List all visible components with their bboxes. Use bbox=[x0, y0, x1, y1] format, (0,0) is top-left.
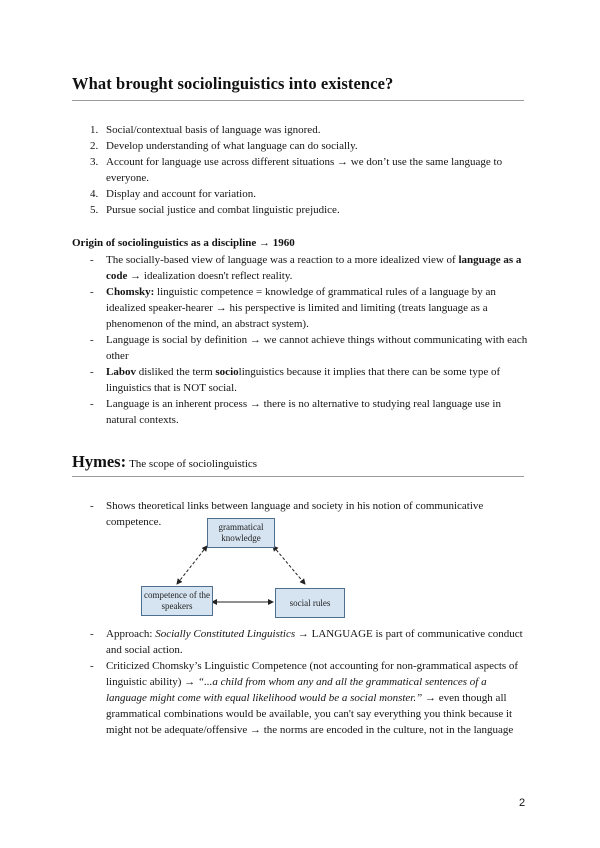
list-item bbox=[72, 138, 512, 154]
list-item: - Shows theoretical links between language and society in his notion of communicative competence. bbox=[90, 500, 484, 528]
list-item bbox=[72, 154, 512, 186]
list-item: - Criticized Chomsky’s Linguistic Competence (not accounting for non-grammatical aspects of linguistic ability) → “...a child from whom any and all the grammatical sentences of a language might come with equal likelihood would be a social monster.” → even though all grammatical combinations would be available, you can't say everything you think because it might not be adequate/offensive → the norms are encoded in the culture, not in the language bbox=[90, 660, 519, 736]
list-item bbox=[72, 186, 512, 202]
list-item: - Approach: Socially Constituted Linguistics → LANGUAGE is part of communicative conduct and social action. bbox=[90, 628, 523, 656]
list-item-text: Social/contextual basis of language was ignored. bbox=[106, 124, 321, 136]
page-number: 2 bbox=[519, 797, 526, 809]
list-item-text: Develop understanding of what language can do socially. bbox=[106, 140, 358, 152]
list-number: 4. bbox=[90, 188, 99, 200]
arrow-top-right bbox=[273, 546, 305, 584]
list-item: - Labov disliked the term sociolinguistics because it implies that there can be some type of linguistics that is NOT social. bbox=[90, 366, 501, 394]
hymes-list-part2 bbox=[72, 626, 528, 738]
list-number: 3. bbox=[90, 156, 99, 168]
list-item bbox=[72, 122, 512, 138]
list-item bbox=[72, 202, 512, 218]
communicative-competence-diagram bbox=[135, 514, 375, 624]
heading-what-brought-sociolinguistics: What brought sociolinguistics into existence? bbox=[72, 74, 394, 93]
list-item: - Language is an inherent process → there is no alternative to studying real language use in natural contexts. bbox=[90, 398, 501, 426]
hymes-subtitle: The scope of sociolinguistics bbox=[129, 458, 258, 470]
diagram-node-social-rules: social rules bbox=[275, 588, 345, 618]
arrow-top-left bbox=[177, 546, 207, 584]
list-item-text: Display and account for variation. bbox=[106, 188, 256, 200]
list-number: 1. bbox=[90, 124, 99, 136]
reasons-list bbox=[72, 122, 512, 218]
list-item-text: Pursue social justice and combat linguistic prejudice. bbox=[106, 204, 340, 216]
list-item: - Language is social by definition → we cannot achieve things without communicating with each other bbox=[90, 334, 528, 362]
list-item: - The socially-based view of language was a reaction to a more idealized view of language as a code → idealization doesn't reflect reality. bbox=[90, 254, 522, 282]
heading-rule bbox=[72, 100, 524, 101]
list-number: 5. bbox=[90, 204, 99, 216]
list-item-text: Account for language use across different situations → we don’t use the same language to everyone. bbox=[106, 156, 503, 184]
list-number: 2. bbox=[90, 140, 99, 152]
origin-list bbox=[72, 252, 528, 428]
hymes-heading bbox=[72, 452, 257, 472]
list-item: - Chomsky: linguistic competence = knowledge of grammatical rules of a language by an idealized speaker-hearer → his perspective is limited and limiting (treats language as a phenomenon of the mind, an abstract system). bbox=[90, 286, 496, 330]
hymes-title: Hymes: bbox=[72, 452, 127, 471]
diagram-node-competence-of-speakers: competence of the speakers bbox=[141, 586, 213, 616]
heading-rule bbox=[72, 476, 524, 477]
origin-heading: Origin of sociolinguistics as a discipline → 1960 bbox=[72, 237, 295, 249]
diagram-node-grammatical-knowledge: grammatical knowledge bbox=[207, 518, 275, 548]
